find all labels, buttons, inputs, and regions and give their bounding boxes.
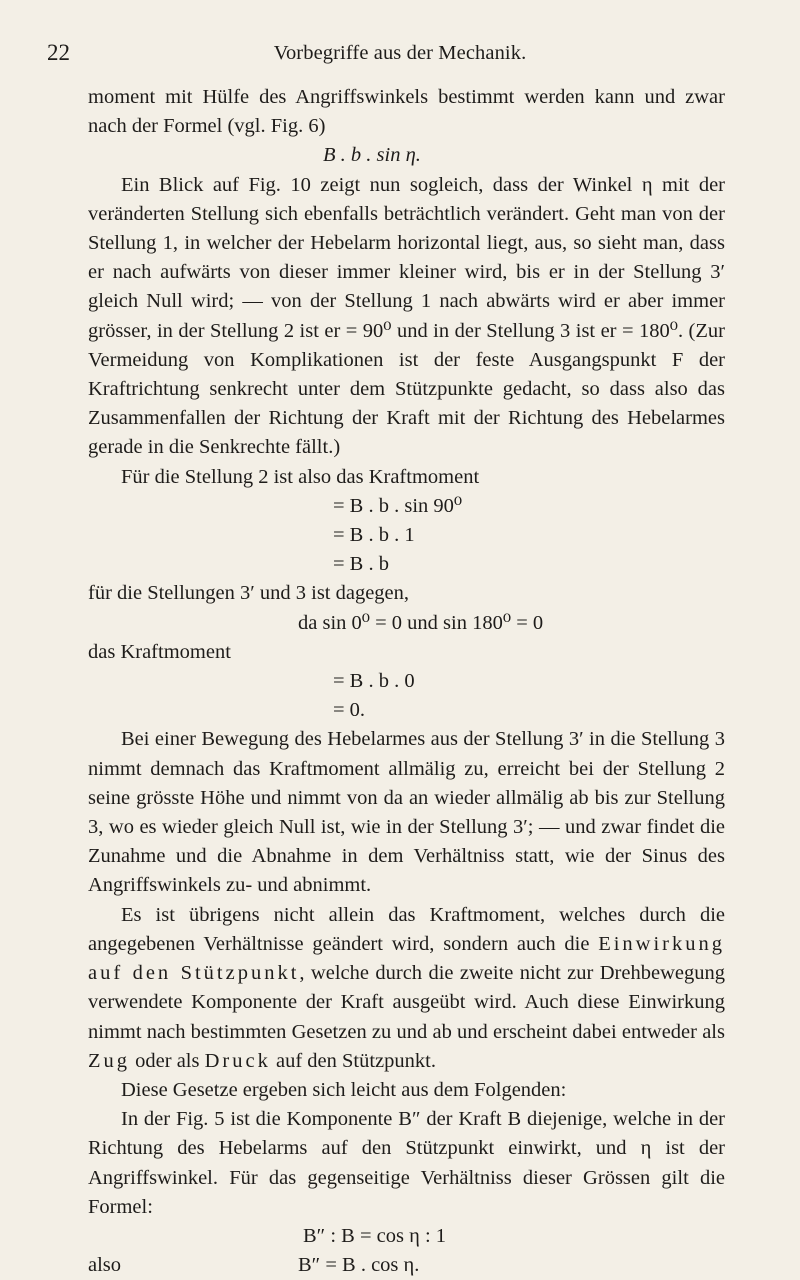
paragraph-2: Ein Blick auf Fig. 10 zeigt nun sogleich, dass der Winkel η mit der veränderten Stellung sich ebenfalls beträchtlich verändert. Geht man von der Stellung 1, in welcher der Hebelarm horizontal liegt, aus, so sieht man, dass er nach aufwärts von dieser immer kleiner wird, bis er in der Stellung 3′ gleich Null wird; — von der Stellung 1 nach abwärts wird er aber immer grösser, in der Stellung 2 ist er = 90⁰ und in der Stellung 3 ist er = 180⁰. (Zur Vermeidung von Komplikationen ist der feste Ausgangspunkt F der Kraftrichtung senkrecht unter dem Stützpunkte gedacht, so dass also das Zusammenfallen der Richtung der Kraft mit der Richtung des Hebelarmes gerade in die Senkrechte fällt.) [88,173,725,459]
paragraph-8: In der Fig. 5 ist die Komponente B″ der Kraft B diejenige, welche in der Richtung des Hebelarms auf den Stützpunkt einwirkt, und η ist der Angriffswinkel. Für das gegenseitige Verhältniss dieser Grössen gilt die Formel: [88,1108,725,1218]
equation-line: = B . b . 1 [333,524,415,547]
paragraph-4-cont: das Kraftmoment [88,640,231,663]
equation-line: = B . b . 0 [333,670,415,693]
paragraph-5: Bei einer Bewegung des Hebelarmes aus der Stellung 3′ in die Stellung 3 nimmt demnach das Kraftmoment allmälig zu, erreicht bei der Stellung 2 seine grösste Höhe und nimmt von da an wieder allmälig ab bis zur Stellung 3, wo es wieder gleich Null ist, wie in der Stellung 3′; — und zwar findet die Zunahme und die Abnahme in dem Verhältniss statt, wie der Sinus des Angriffswinkels zu- und abnimmt. [88,728,725,897]
paragraph-1: moment mit Hülfe des Angriffswinkels bestimmt werden kann und zwar nach der Formel (vgl. Fig. 6) [88,86,725,138]
equation-result [88,1251,725,1280]
also-label: also [88,1254,122,1277]
sine-condition: da sin 0⁰ = 0 und sin 180⁰ = 0 [298,611,544,634]
running-title: Vorbegriffe aus der Mechanik. [273,42,527,64]
equation-line: B″ = B . cos η. [298,1254,420,1277]
emphasis-text: Einwirkung auf den Stützpunkt [88,932,725,985]
formula-moment: B . b . sin η. [323,144,421,167]
equation-ratio [88,1222,725,1251]
equation-block-1 [88,492,725,580]
text-run: Es ist übrigens nicht allein das Kraftmoment, welches durch die angegebenen Verhältnisse geändert wird, sondern auch die [88,903,725,955]
page-body [88,83,725,1280]
paragraph-6 [88,901,725,1076]
equation-line: B″ : B = cos η : 1 [303,1224,447,1247]
emphasis-text: Druck [204,1049,271,1072]
text-run: , welche durch die zweite nicht zur Drehbewegung verwendete Komponente der Kraft ausgeübt wird. Auch diese Einwirkung nimmt nach bestimmten Gesetzen zu und ab und erscheint dabei entweder als [88,962,725,1043]
equation-line: = 0. [333,699,366,722]
page-header [0,40,800,70]
text-run: auf den Stützpunkt. [270,1049,436,1072]
equation-line: = B . b [333,553,389,576]
text-run: oder als [130,1049,205,1072]
paragraph-3: Für die Stellung 2 ist also das Kraftmoment [121,465,480,488]
emphasis-text: Zug [88,1049,131,1072]
paragraph-7: Diese Gesetze ergeben sich leicht aus dem Folgenden: [121,1078,567,1101]
equation-block-2 [88,667,725,725]
page-number: 22 [47,40,70,65]
equation-line: = B . b . sin 90⁰ [333,494,463,517]
paragraph-4: für die Stellungen 3′ und 3 ist dagegen, [88,582,410,605]
